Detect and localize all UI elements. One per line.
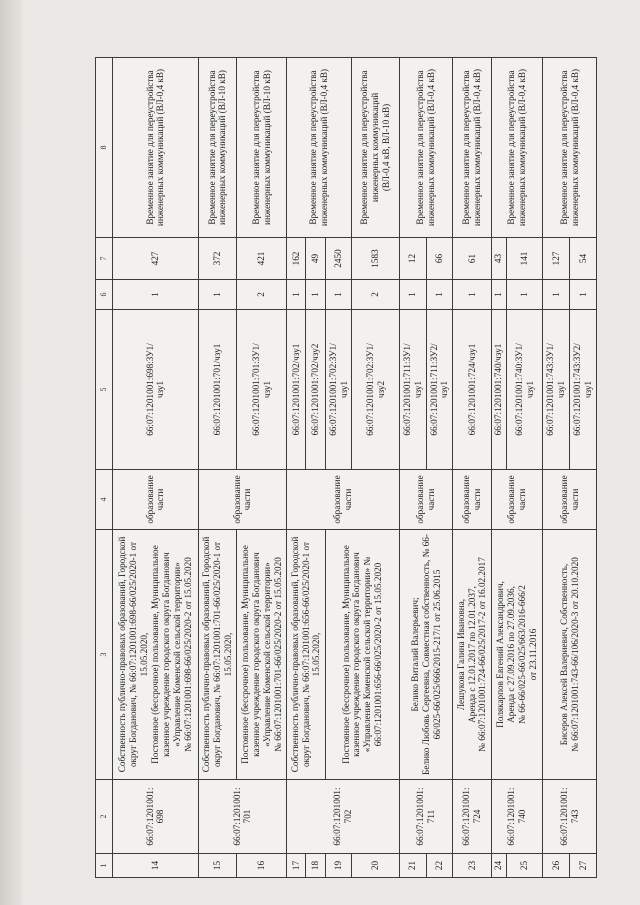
part-area: 49 (306, 238, 325, 280)
purpose: Временное занятие для переустройства инженерных коммуникаций (ВЛ-0,4 кВ) (491, 58, 543, 238)
part-area: 54 (570, 238, 597, 280)
part-cadastral: 66:07:1201001:711:ЗУ1/ чзу1 (399, 310, 426, 470)
col-header: 1 (96, 854, 113, 878)
contour-count: 1 (198, 280, 236, 310)
part-area: 427 (113, 238, 198, 280)
part-area: 372 (198, 238, 236, 280)
row-number: 15 (198, 854, 236, 878)
scan-edge (0, 0, 22, 905)
purpose: Временное занятие для переустройства инженерных коммуникаций (ВЛ-0,4 кВ, ВЛ-10 кВ) (352, 58, 400, 238)
part-formation: образование части (543, 470, 597, 530)
col-header: 6 (96, 280, 113, 310)
part-formation: образование части (399, 470, 452, 530)
purpose: Временное занятие для переустройства инженерных коммуникаций (ВЛ-0,4 кВ) (543, 58, 597, 238)
row-number: 21 (399, 854, 426, 878)
rights-basis: Лешукова Галина Ивановна, Аренда с 12.01.2017 по 12.01.2037, № 66:07:1201001:724-66/025/2017-2 от 16.02.2017 (453, 530, 491, 780)
part-cadastral: 66:07:1201001:740/чзу1 (491, 310, 506, 470)
contour-count: 1 (399, 280, 426, 310)
plot-number: 66:07:1201001: 724 (453, 780, 491, 854)
contour-count: 1 (491, 280, 506, 310)
document-sheet (95, 58, 597, 878)
table-row (287, 58, 306, 878)
part-cadastral: 66:07:1201001:701:ЗУ1/ чзу1 (237, 310, 287, 470)
part-formation: образование части (491, 470, 543, 530)
part-cadastral: 66:07:1201001:743:ЗУ1/ чзу1 (543, 310, 570, 470)
purpose: Временное занятие для переустройства инженерных коммуникаций (ВЛ-10 кВ) (237, 58, 287, 238)
part-area: 162 (287, 238, 306, 280)
col-header: 2 (96, 780, 113, 854)
row-number: 19 (325, 854, 352, 878)
part-formation: образование части (198, 470, 287, 530)
part-area: 61 (453, 238, 491, 280)
purpose: Временное занятие для переустройства инженерных коммуникаций (ВЛ-0,4 кВ) (287, 58, 352, 238)
contour-count: 1 (453, 280, 491, 310)
plot-number: 66:07:1201001: 701 (198, 780, 287, 854)
rights-basis: Собственность публично-правовых образований, Городской округ Богданович, № 66:07:1201001:698-66/025/2020-1 от 15.05.2020, Постоянное (бессрочное) пользование, Муниципальное казенное учреждение городского округа Богданович «Управление Коменской сельской территории» № 66:07:1201001:698-66/025/2020-2 от 15.05.2020 (113, 530, 198, 780)
purpose: Временное занятие для переустройства инженерных коммуникаций (ВЛ-10 кВ) (198, 58, 236, 238)
plot-number: 66:07:1201001: 711 (399, 780, 452, 854)
col-header: 8 (96, 58, 113, 238)
rights-basis: Собственность публично-правовых образований, Городской округ Богданович, № 66:07:1201001:701-66/025/2020-1 от 15.05.2020, (198, 530, 236, 780)
row-number: 25 (506, 854, 543, 878)
plot-number: 66:07:1201001: 743 (543, 780, 597, 854)
contour-count: 1 (306, 280, 325, 310)
col-header: 5 (96, 310, 113, 470)
purpose: Временное занятие для переустройства инженерных коммуникаций (ВЛ-0,4 кВ) (399, 58, 452, 238)
purpose: Временное занятие для переустройства инженерных коммуникаций (ВЛ-0,4 кВ) (453, 58, 491, 238)
part-area: 127 (543, 238, 570, 280)
contour-count: 1 (506, 280, 543, 310)
part-cadastral: 66:07:1201001:698:ЗУ1/ чзу1 (113, 310, 198, 470)
table-row (453, 58, 491, 878)
part-formation: образование части (287, 470, 400, 530)
contour-count: 1 (287, 280, 306, 310)
contour-count: 1 (426, 280, 453, 310)
col-header: 3 (96, 530, 113, 780)
part-area: 2450 (325, 238, 352, 280)
part-area: 66 (426, 238, 453, 280)
contour-count: 2 (352, 280, 400, 310)
table-row (491, 58, 506, 878)
part-cadastral: 66:07:1201001:711:ЗУ2/ чзу1 (426, 310, 453, 470)
part-cadastral: 66:07:1201001:702:ЗУ1/ чзу2 (352, 310, 400, 470)
row-number: 20 (352, 854, 400, 878)
part-area: 12 (399, 238, 426, 280)
rights-basis: Постоянное (бессрочное) пользование, Муниципальное казенное учреждение городского округа Богданович «Управление Коменской сельской территории» № 66:07:1201001:701-66/025/2020-2 от 15.05.2020 (237, 530, 287, 780)
rights-basis: Постоянное (бессрочное) пользование, Муниципальное казенное учреждение городского округа Богданович «Управление Коменской сельской территории» № 66:07:1201001:656-66/025/2020-2 от 15.05.2020 (325, 530, 399, 780)
table-row (237, 58, 287, 878)
plot-number: 66:07:1201001: 698 (113, 780, 198, 854)
part-cadastral: 66:07:1201001:702:ЗУ1/ чзу1 (325, 310, 352, 470)
row-number: 27 (570, 854, 597, 878)
part-formation: образование части (113, 470, 198, 530)
plot-number: 66:07:1201001: 740 (491, 780, 543, 854)
rotated-table-wrapper (95, 58, 597, 878)
part-cadastral: 66:07:1201001:724/чзу1 (453, 310, 491, 470)
table-row (113, 58, 198, 878)
easement-table (95, 57, 597, 878)
contour-count: 2 (237, 280, 287, 310)
col-header: 7 (96, 238, 113, 280)
row-number: 24 (491, 854, 506, 878)
header-row (96, 58, 113, 878)
purpose: Временное занятие для переустройства инженерных коммуникаций (ВЛ-0,4 кВ) (113, 58, 198, 238)
part-area: 141 (506, 238, 543, 280)
row-number: 22 (426, 854, 453, 878)
row-number: 14 (113, 854, 198, 878)
contour-count: 1 (325, 280, 352, 310)
part-cadastral: 66:07:1201001:740:ЗУ1/ чзу1 (506, 310, 543, 470)
row-number: 16 (237, 854, 287, 878)
table-row (198, 58, 236, 878)
rights-basis: Собственность публично-правовых образований, Городской округ Богданович, № 66:07:1201001:656-66/025/2020-1 от 15.05.2020, (287, 530, 325, 780)
part-cadastral: 66:07:1201001:743:ЗУ2/ чзу1 (570, 310, 597, 470)
part-cadastral: 66:07:1201001:702/чзу2 (306, 310, 325, 470)
part-cadastral: 66:07:1201001:701/чзу1 (198, 310, 236, 470)
row-number: 26 (543, 854, 570, 878)
part-cadastral: 66:07:1201001:702/чзу1 (287, 310, 306, 470)
row-number: 23 (453, 854, 491, 878)
row-number: 18 (306, 854, 325, 878)
plot-number: 66:07:1201001: 702 (287, 780, 400, 854)
part-area: 421 (237, 238, 287, 280)
table-row (399, 58, 426, 878)
table-row (543, 58, 570, 878)
rights-basis: Полякарпов Евгений Александрович, Аренда с 27.09.2016 по 27.09.2036, № 66-66/025-66/025/663/2016-666/2 от 23.11.2016 (491, 530, 543, 780)
part-formation: образование части (453, 470, 491, 530)
contour-count: 1 (570, 280, 597, 310)
rights-basis: Бисеров Алексей Валериевич, Собственность, № 66:07:1201001:743-66/106/2020-3 от 20.10.2020 (543, 530, 597, 780)
contour-count: 1 (113, 280, 198, 310)
part-area: 1583 (352, 238, 400, 280)
part-area: 43 (491, 238, 506, 280)
col-header: 4 (96, 470, 113, 530)
row-number: 17 (287, 854, 306, 878)
contour-count: 1 (543, 280, 570, 310)
rights-basis: Белико Виталий Валерьевич; Белико Любовь Сергеевна, Совместная собственность, № 66-66/025-66/025/666/2015-217/1 от 25.06.2015 (399, 530, 452, 780)
